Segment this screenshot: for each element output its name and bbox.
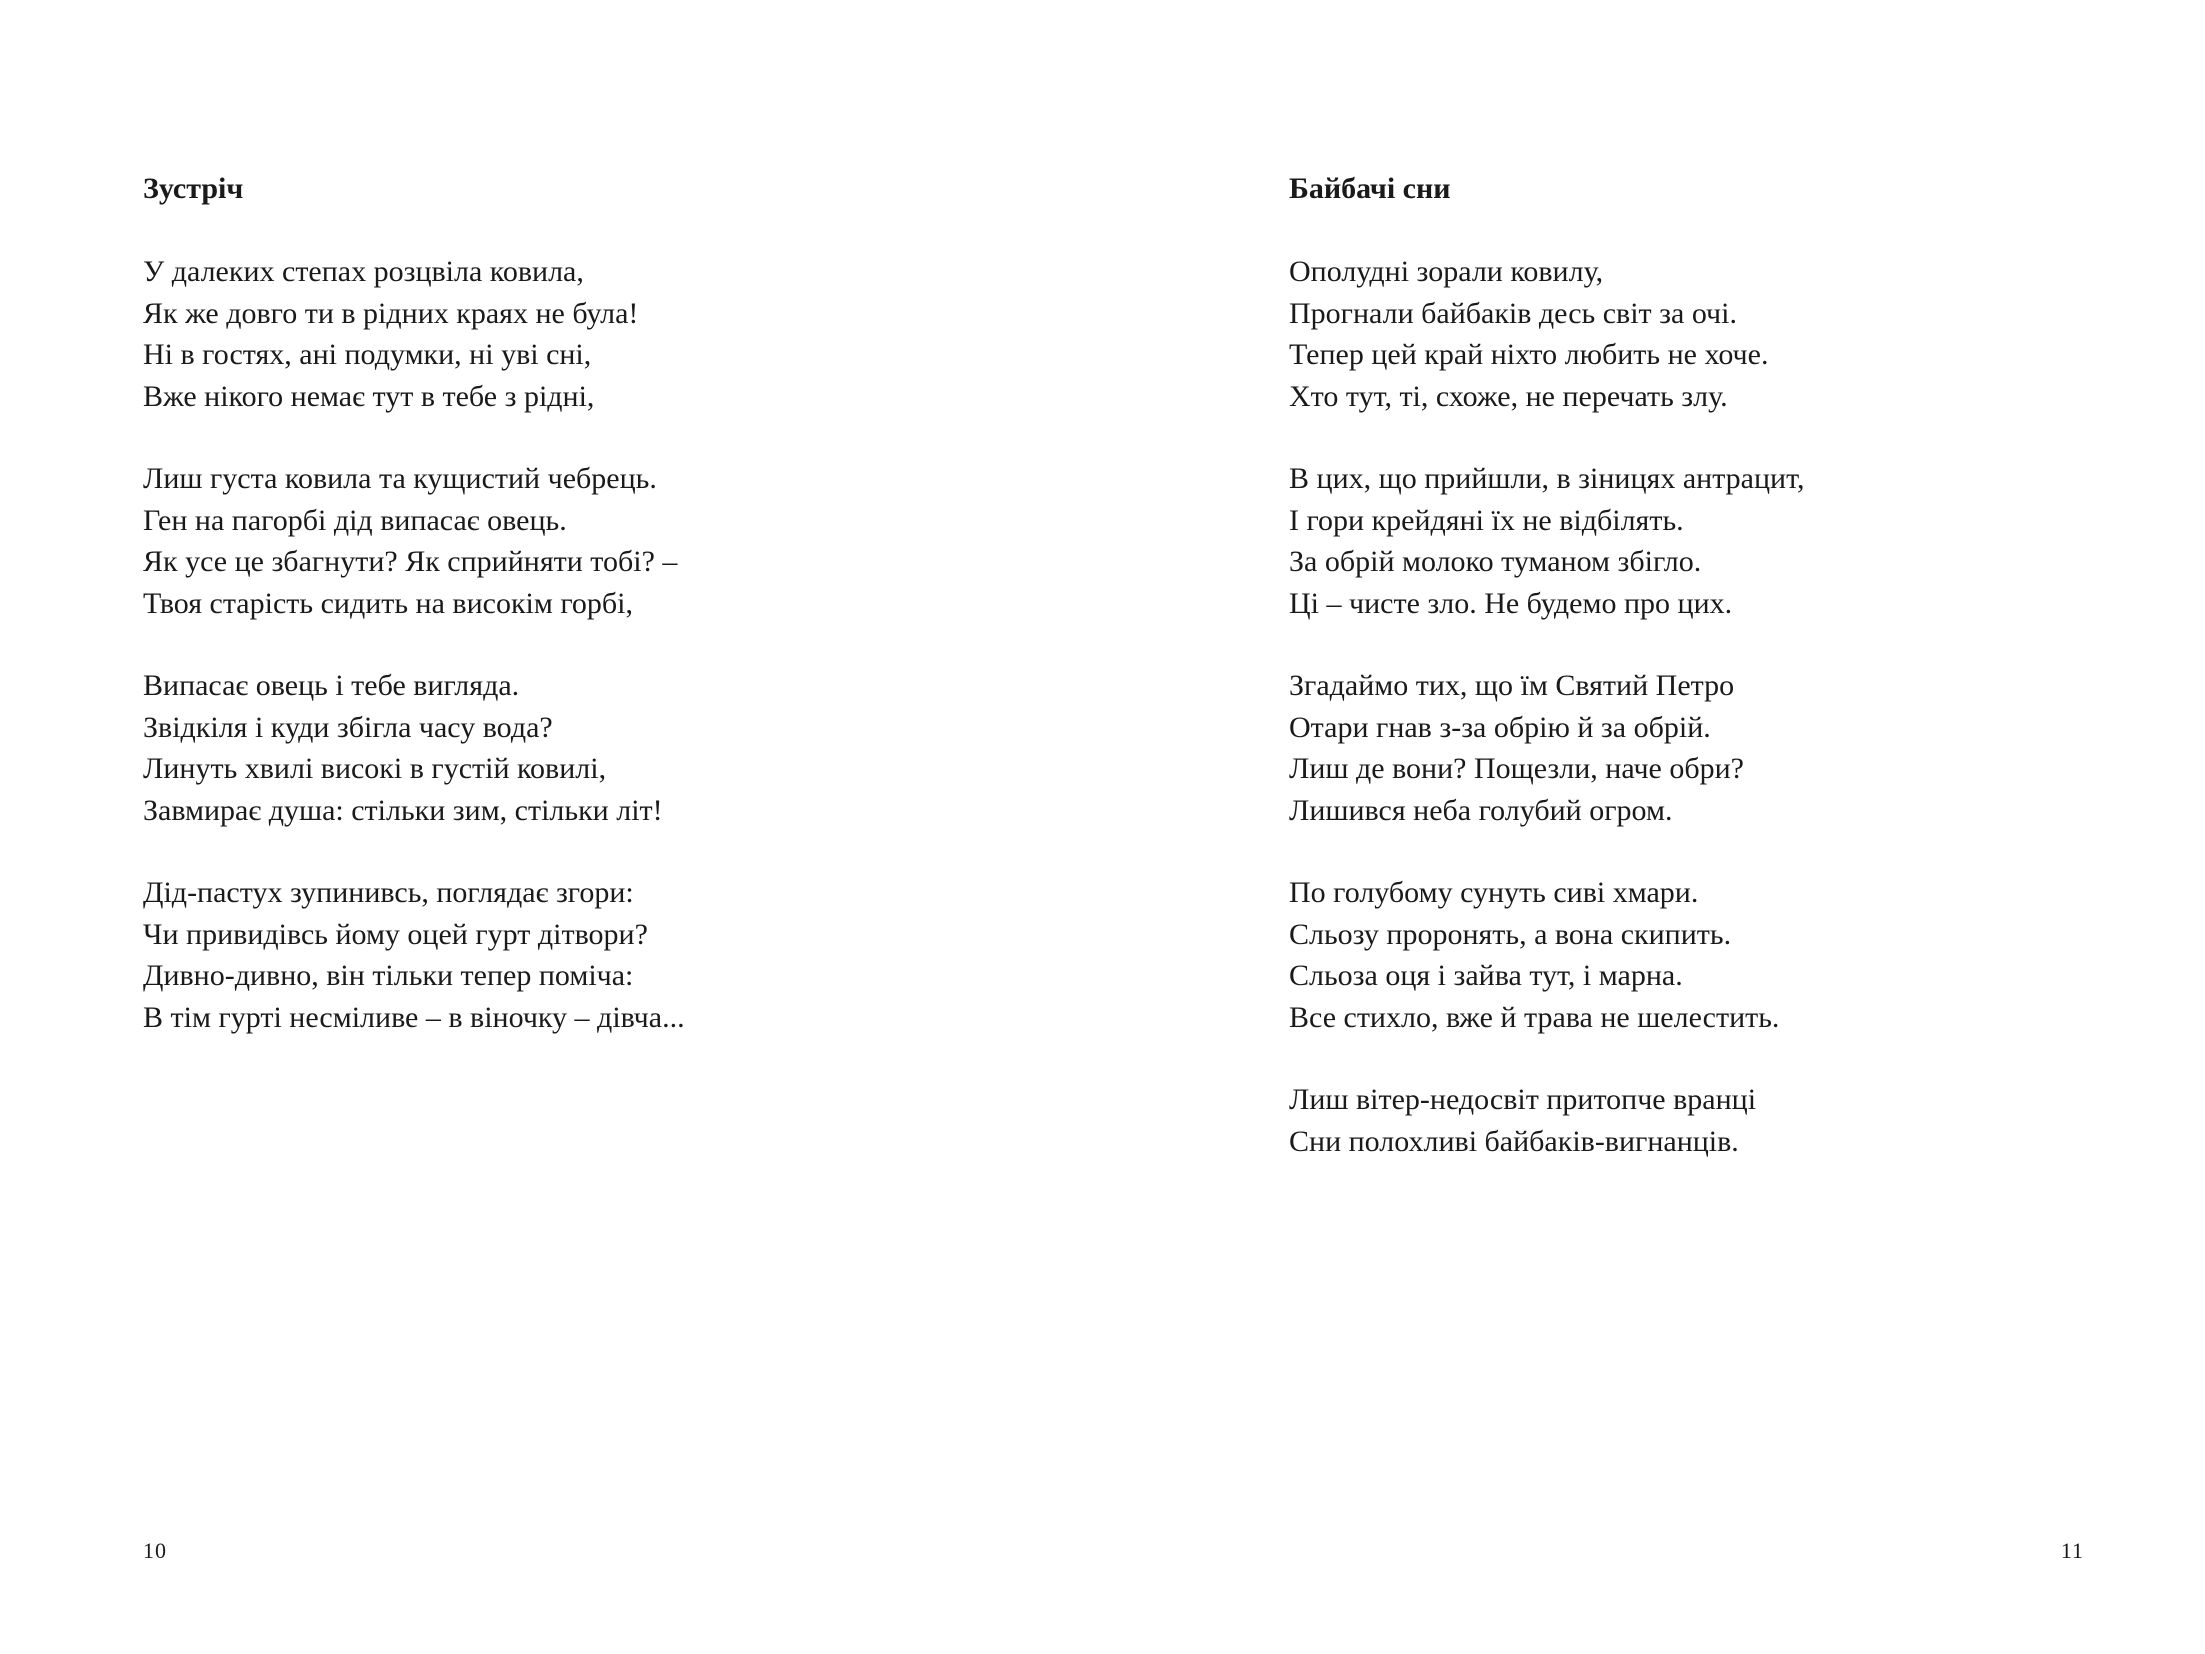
stanza — [1289, 458, 2049, 624]
poem-line: Лиш де вони? Пощезли, наче обри? — [1289, 752, 1744, 785]
stanza — [1289, 251, 2049, 417]
poem-line: Сльоза оця і зайва тут, і марна. — [1289, 959, 1683, 992]
stanza — [143, 872, 903, 1038]
poem-line: У далеких степах розцвіла ковила, — [143, 255, 584, 288]
poem-line: Як усе це збагнути? Як сприйняти тобі? – — [143, 545, 678, 578]
right-page — [1102, 0, 2205, 1654]
poem-line: Прогнали байбаків десь світ за очі. — [1289, 296, 1737, 330]
stanza — [1289, 665, 2049, 831]
poem-line: По голубому сунуть сиві хмари. — [1289, 876, 1699, 909]
poem-line: Сльозу проронять, а вона скипить. — [1289, 917, 1732, 951]
poem-line: І гори крейдяні їх не відбілять. — [1289, 503, 1684, 537]
stanza — [1289, 1079, 2049, 1162]
poem-line: Хто тут, ті, схоже, не перечать злу. — [1289, 379, 1728, 413]
page-number: 10 — [143, 1538, 167, 1563]
poem-line: Линуть хвилі високі в густій ковилі, — [143, 752, 607, 785]
poem-line: Згадаймо тих, що їм Святий Петро — [1289, 669, 1735, 702]
left-page — [0, 0, 1102, 1654]
poem-line: Тепер цей край ніхто любить не хоче. — [1289, 338, 1769, 371]
poem-line: Чи привидівсь йому оцей гурт дітвори? — [143, 917, 648, 951]
poem-line: Лиш вітер-недосвіт притопче вранці — [1289, 1083, 1757, 1116]
poem-line: Дивно-дивно, він тільки тепер поміча: — [143, 959, 634, 992]
poem-line: В тім гурті несміливе – в віночку – дівча... — [143, 1000, 685, 1034]
poem-line: Ополудні зорали ковилу, — [1289, 255, 1604, 288]
poem-zustrich — [143, 168, 903, 1079]
stanza — [143, 458, 903, 624]
poem-line: Твоя старість сидить на високім горбі, — [143, 586, 634, 620]
poem-line: Вже нікого немає тут в тебе з рідні, — [143, 379, 595, 413]
stanza — [143, 665, 903, 831]
poem-line: Завмирає душа: стільки зим, стільки літ! — [143, 793, 663, 827]
poem-line: Отари гнав з-за обрію й за обрій. — [1289, 710, 1711, 744]
poem-line: Лишився неба голубий огром. — [1289, 793, 1673, 827]
poem-line: Все стихло, вже й трава не шелестить. — [1289, 1000, 1780, 1034]
page-number: 11 — [2060, 1538, 2084, 1563]
stanza — [143, 251, 903, 417]
stanza — [1289, 872, 2049, 1038]
poem-title: Байбачі сни — [1289, 172, 1451, 205]
poem-line: За обрій молоко туманом збігло. — [1289, 545, 1702, 578]
poem-baibachi-sny — [1289, 168, 2049, 1203]
poem-line: Лиш густа ковила та кущистий чебрець. — [143, 462, 657, 495]
poem-line: Звідкіля і куди збігла часу вода? — [143, 710, 553, 744]
poem-line: Дід-пастух зупинивсь, поглядає згори: — [143, 876, 634, 909]
poem-title: Зустріч — [143, 172, 244, 205]
poem-line: Випасає овець і тебе вигляда. — [143, 669, 520, 702]
poem-line: Сни полохливі байбаків-вигнанців. — [1289, 1124, 1739, 1158]
poem-line: Як же довго ти в рідних краях не була! — [143, 296, 639, 330]
poem-line: Ген на пагорбі дід випасає овець. — [143, 503, 567, 537]
poem-line: Ці – чисте зло. Не будемо про цих. — [1289, 586, 1733, 620]
poem-line: В цих, що прийшли, в зіницях антрацит, — [1289, 462, 1805, 495]
poem-line: Ні в гостях, ані подумки, ні уві сні, — [143, 338, 592, 371]
